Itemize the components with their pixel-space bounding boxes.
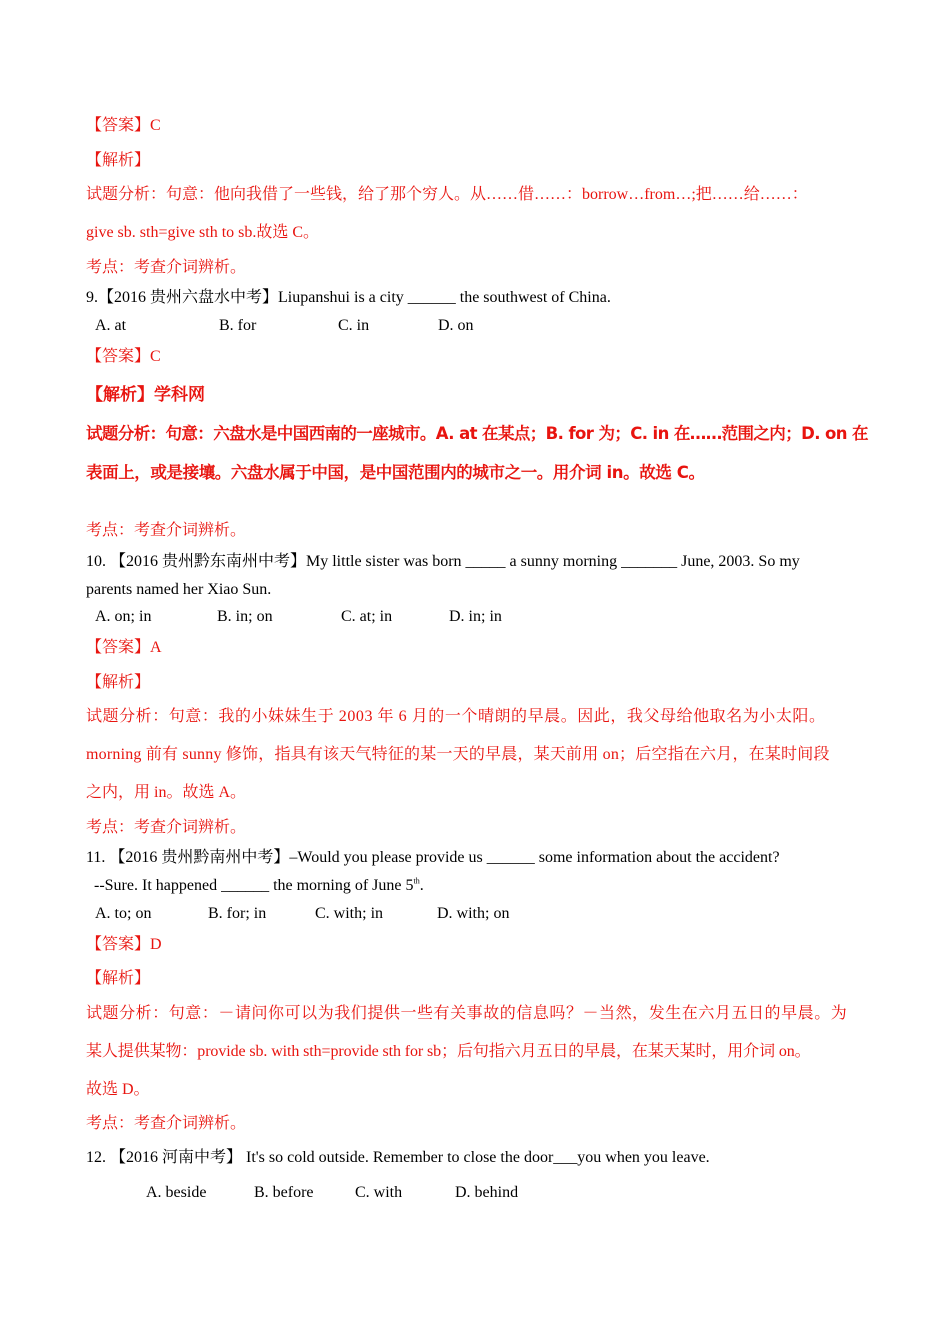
q8-answer: 【答案】C [86,117,161,134]
q8-point: 考点：考查介词辨析。 [86,259,247,276]
q10-question-line-2: parents named her Xiao Sun. [86,581,272,598]
q11-question-line-1: 11. 【2016 贵州黔南州中考】–Would you please provide us ______ some information about the accident? [86,849,780,866]
q9-option-b: B. for [219,317,257,334]
q11-analysis-label: 【解析】 [86,970,151,987]
q12-option-c: C. with [355,1184,403,1201]
q11-explain-2: 某人提供某物：provide sb. with sth=provide sth for sb；后句指六月五日的早晨，在某天某时，用介词 on。 [86,1043,811,1060]
q10-option-a: A. on; in [95,608,152,625]
q9-explain-1: 试题分析：句意：六盘水是中国西南的一座城市。A. at 在某点；B. for 为；C. in 在……范围之内；D. on 在 [86,424,868,443]
q11-answer: 【答案】D [86,936,162,953]
q10-option-d: D. in; in [449,608,502,625]
q11-option-b: B. for; in [208,905,267,922]
q11-superscript: th [413,876,420,886]
q10-question-line-1: 10. 【2016 贵州黔东南州中考】My little sister was born _____ a sunny morning _______ June, 2003. So my [86,553,800,570]
q11-question-line-2 [94,876,424,896]
q11-option-a: A. to; on [95,905,152,922]
q9-question: 9.【2016 贵州六盘水中考】Liupanshui is a city ______ the southwest of China. [86,289,611,306]
q12-question: 12. 【2016 河南中考】 It's so cold outside. Remember to close the door___you when you leave. [86,1149,710,1166]
q12-option-d: D. behind [455,1184,519,1201]
q9-explain-2: 表面上，或是接壤。六盘水属于中国，是中国范围内的城市之一。用介词 in。故选 C。 [86,463,705,482]
q8-explain-1: 试题分析：句意：他向我借了一些钱，给了那个穷人。从……借……：borrow…from…;把……给……： [86,186,808,203]
q10-analysis-label: 【解析】 [86,674,151,691]
q10-explain-3: 之内，用 in。故选 A。 [86,784,247,801]
q9-option-c: C. in [338,317,370,334]
q8-analysis-label: 【解析】 [86,152,151,169]
q9-option-d: D. on [438,317,474,334]
q10-point: 考点：考查介词辨析。 [86,819,247,836]
q10-answer: 【答案】A [86,639,162,656]
q12-option-b: B. before [254,1184,314,1201]
q9-point: 考点：考查介词辨析。 [86,522,247,539]
q9-analysis-label: 【解析】学科网 [86,385,205,405]
q11-option-c: C. with; in [315,905,384,922]
q11-question-line-2-text: --Sure. It happened ______ the morning of June 5 [94,877,414,894]
q10-explain-2: morning 前有 sunny 修饰，指具有该天气特征的某一天的早晨，某天前用 on；后空指在六月，在某时间段 [86,746,830,763]
q8-explain-2: give sb. sth=give sth to sb.故选 C。 [86,224,320,241]
q12-option-a: A. beside [146,1184,207,1201]
q11-option-d: D. with; on [437,905,510,922]
q9-answer: 【答案】C [86,348,161,365]
q11-explain-1: 试题分析：句意：－请问你可以为我们提供一些有关事故的信息吗？－当然，发生在六月五日的早晨。为 [86,1005,848,1022]
q11-explain-3: 故选 D。 [86,1081,150,1098]
q11-question-line-2-end: . [419,877,424,894]
q10-explain-1: 试题分析：句意：我的小妹妹生于 2003 年 6 月的一个晴朗的早晨。因此，我父母给他取名为小太阳。 [86,708,826,725]
q10-option-c: C. at; in [341,608,393,625]
q11-point: 考点：考查介词辨析。 [86,1115,247,1132]
q9-option-a: A. at [95,317,127,334]
q10-option-b: B. in; on [217,608,273,625]
